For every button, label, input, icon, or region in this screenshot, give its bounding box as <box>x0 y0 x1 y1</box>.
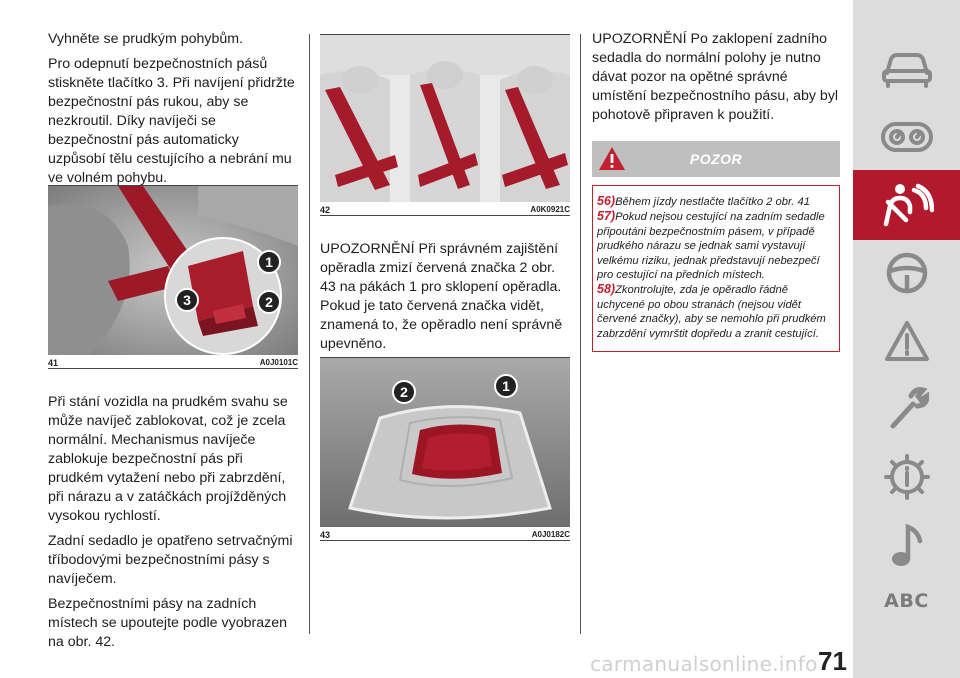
figure-43-image <box>320 357 570 527</box>
column-divider <box>580 34 581 634</box>
figure-code: A0J0182C <box>531 530 570 539</box>
figure-caption <box>320 527 570 541</box>
column-divider <box>309 34 310 634</box>
callout-2: 2 <box>392 380 416 404</box>
figure-41-image <box>48 185 298 355</box>
figure-caption <box>48 355 298 369</box>
figure-code: A0K0921C <box>530 205 570 214</box>
callout-1: 1 <box>257 250 281 274</box>
car-icon <box>881 49 933 89</box>
watermark: carmanualsonline.info <box>590 652 818 676</box>
steering-wheel-icon <box>885 251 929 295</box>
figure-41 <box>48 185 298 369</box>
wrench-icon <box>885 386 929 432</box>
paragraph: Zadní sedadlo je opatřeno setrvačnými tříbodovými bezpečnostními pásy s navíječem. <box>48 533 293 587</box>
callout-2: 2 <box>257 290 281 314</box>
column-left <box>48 30 298 194</box>
warning-title: POZOR <box>689 151 743 167</box>
figure-number: 43 <box>320 530 331 540</box>
seatbelt-airbag-icon <box>880 182 934 228</box>
paragraph: UPOZORNĚNÍ Po zaklopení zadního sedadla do normální polohy je nutno dávat pozor na opětné správné umístění bezpečnostního pásu, aby byl pohotově připraven k použití. <box>592 31 839 123</box>
paragraph: Vyhněte se prudkým pohybům. <box>48 31 244 47</box>
warning-item: 56)Během jízdy nestlačte tlačítko 2 obr. 41 <box>597 194 810 208</box>
callout-3: 3 <box>175 288 199 312</box>
sidebar-item-maintenance[interactable] <box>853 442 960 512</box>
sidebar-item-index[interactable] <box>853 566 960 636</box>
paragraph: Pro odepnutí bezpečnostních pásů stiskněte tlačítko 3. Při navíjení přidržte bezpečnostní pás rukou, aby se nezkroutil. Díky navíječi se bezpečnostní pás automaticky uzpůsobí tělu cestujícího a nebrání mu ve volném pohybu. <box>48 56 295 186</box>
chapter-sidebar <box>853 0 960 678</box>
warning-triangle-icon <box>884 320 930 362</box>
sidebar-item-warnings[interactable] <box>853 306 960 376</box>
music-note-icon <box>890 523 924 567</box>
index-label: ABC <box>884 590 929 612</box>
sidebar-item-safety[interactable] <box>853 170 960 240</box>
figure-43 <box>320 357 570 541</box>
figure-code: A0J0101C <box>259 358 298 367</box>
sidebar-item-driving[interactable] <box>853 238 960 308</box>
figure-42-image <box>320 34 570 202</box>
paragraph: Při stání vozidla na prudkém svahu se může navíječ zablokovat, což je zcela normální. Mechanismus navíječe zablokuje bezpečnostní pás při prudkém vytažení nebo při zabrzdění, při nárazu a v zatáčkách projížděných vysokou rychlostí. <box>48 394 288 524</box>
figure-caption <box>320 202 570 216</box>
figure-42 <box>320 34 570 216</box>
gear-info-icon <box>884 454 930 500</box>
column-right <box>592 30 840 352</box>
paragraph: Bezpečnostními pásy na zadních místech se upoutejte podle vyobrazen na obr. 42. <box>48 596 287 650</box>
callout-1: 1 <box>494 374 518 398</box>
column-middle <box>320 240 570 360</box>
column-left-lower <box>48 393 298 658</box>
sidebar-item-dashboard[interactable] <box>853 102 960 172</box>
warning-header <box>592 141 840 177</box>
sidebar-item-emergency[interactable] <box>853 374 960 444</box>
warning-box <box>592 185 840 352</box>
paragraph: UPOZORNĚNÍ Při správném zajištění opěradla zmizí červená značka 2 obr. 43 na pákách 1 pro sklopení opěradla. Pokud je tato červená značka vidět, znamená to, že opěradlo není správně upevněno. <box>320 241 563 352</box>
sidebar-item-car[interactable] <box>853 34 960 104</box>
figure-number: 41 <box>48 358 59 368</box>
warning-item: 57)Pokud nejsou cestující na zadním sedadle připoutáni bezpečnostním pásem, v případě prudkého nárazu se jednak sami vystavují velkému riziku, jednak představují nebezpečí pro cestující na předních místech. <box>597 209 825 282</box>
warning-item: 58)Zkontrolujte, zda je opěradlo řádně uchycené po obou stranách (nejsou vidět červené značky), aby se nemohlo při prudkém zabrzdění vymrštit dopředu a zranit cestující. <box>597 282 826 340</box>
warning-triangle-icon <box>598 146 626 176</box>
dashboard-gauges-icon <box>881 120 933 154</box>
page-number: 71 <box>818 646 847 676</box>
figure-number: 42 <box>320 205 331 215</box>
